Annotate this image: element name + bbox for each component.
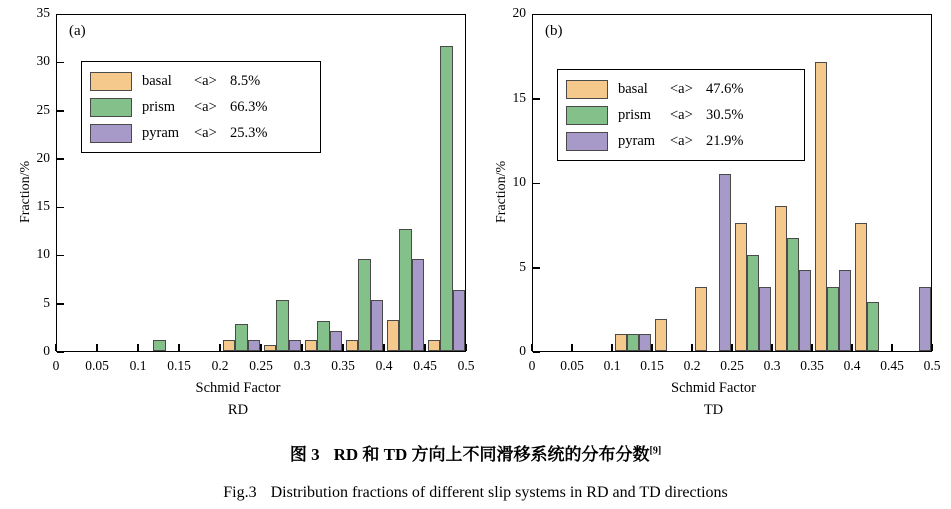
x-tick-mark <box>219 344 221 351</box>
bar-basal <box>428 340 441 351</box>
y-tick-mark <box>57 352 64 354</box>
y-tick-mark <box>57 62 64 64</box>
x-tick-label: 0.05 <box>560 358 584 373</box>
caption-cn-ref: [9] <box>649 445 662 457</box>
y-tick-mark <box>57 158 64 160</box>
bar-basal <box>775 206 787 351</box>
y-tick-label: 0 <box>519 343 526 358</box>
x-tick-label: 0.2 <box>683 358 701 373</box>
figure-caption-cn <box>0 440 951 465</box>
x-tick-mark <box>531 344 533 351</box>
y-tick-label: 10 <box>512 174 526 189</box>
bar-pyram <box>639 334 651 351</box>
x-tick-label: 0.45 <box>413 358 437 373</box>
plot-area-a <box>56 14 466 352</box>
bar-prism <box>276 300 289 351</box>
y-tick-mark <box>57 303 64 305</box>
x-tick-mark <box>851 344 853 351</box>
legend-symbol-prism-b: <a> <box>670 106 693 123</box>
x-tick-mark <box>424 344 426 351</box>
legend-symbol-basal-b: <a> <box>670 80 693 97</box>
legend-b <box>557 69 805 161</box>
x-tick-label: 0.35 <box>331 358 355 373</box>
x-tick-mark <box>137 344 139 351</box>
panel-label-a: (a) <box>69 23 86 39</box>
y-tick-label: 25 <box>36 101 50 117</box>
x-tick-mark <box>811 344 813 351</box>
x-tick-mark <box>651 344 653 351</box>
x-tick-label: 0.3 <box>293 358 311 373</box>
x-tick-mark <box>465 344 467 351</box>
y-tick-mark <box>533 183 540 185</box>
y-tick-mark <box>533 352 540 354</box>
legend-symbol-basal-a: <a> <box>194 72 217 89</box>
x-tick-label: 0.4 <box>843 358 861 373</box>
figure-caption-en <box>0 484 951 502</box>
y-tick-mark <box>57 110 64 112</box>
x-tick-label: 0.5 <box>457 358 475 373</box>
bar-pyram <box>453 290 465 351</box>
legend-swatch-basal-b <box>566 80 608 99</box>
bar-pyram <box>759 287 771 351</box>
bar-pyram <box>248 340 261 351</box>
y-tick-label: 20 <box>512 5 526 20</box>
legend-label-prism-b: prism <box>618 106 652 123</box>
y-tick-mark <box>57 207 64 209</box>
x-tick-mark <box>611 344 613 351</box>
x-tick-label: 0.15 <box>640 358 664 373</box>
y-tick-label: 30 <box>36 53 50 69</box>
plot-area-b <box>532 14 932 352</box>
legend-swatch-prism-a <box>90 98 132 117</box>
bar-basal <box>815 62 827 351</box>
bar-prism <box>747 255 759 351</box>
x-tick-label: 0.05 <box>85 358 109 373</box>
legend-value-pyram-a: 25.3% <box>230 124 268 141</box>
legend-symbol-pyram-a: <a> <box>194 124 217 141</box>
x-tick-mark <box>55 344 57 351</box>
y-tick-mark <box>57 255 64 257</box>
bar-pyram <box>289 340 302 351</box>
caption-en-text: Distribution fractions of different slip systems in RD and TD directions <box>270 484 728 501</box>
bar-basal <box>346 340 359 351</box>
y-axis-label-a: Fraction/% <box>18 160 33 223</box>
legend-symbol-prism-a: <a> <box>194 98 217 115</box>
y-tick-label: 5 <box>519 258 526 274</box>
legend-item-basal-a <box>90 68 310 94</box>
legend-value-prism-a: 66.3% <box>230 98 268 115</box>
x-tick-label: 0.1 <box>603 358 621 373</box>
x-axis-subtitle-a: RD <box>227 402 249 418</box>
x-tick-mark <box>891 344 893 351</box>
x-tick-mark <box>571 344 573 351</box>
legend-item-pyram-a <box>90 120 310 146</box>
legend-label-pyram-b: pyram <box>618 132 656 149</box>
legend-swatch-pyram-b <box>566 132 608 151</box>
bar-basal <box>387 320 400 351</box>
bar-prism <box>153 340 166 351</box>
bar-pyram <box>919 287 931 351</box>
legend-item-pyram-b <box>566 128 794 154</box>
bar-pyram <box>839 270 851 351</box>
x-tick-mark <box>301 344 303 351</box>
y-tick-label: 15 <box>512 89 526 105</box>
bar-prism <box>399 229 412 351</box>
legend-item-basal-b <box>566 76 794 102</box>
x-tick-label: 0.5 <box>923 358 941 373</box>
x-tick-mark <box>96 344 98 351</box>
panel-label-b: (b) <box>545 23 563 39</box>
bar-prism <box>827 287 839 351</box>
x-tick-mark <box>931 344 933 351</box>
x-axis-title-b: Schmid Factor <box>671 380 756 396</box>
bar-basal <box>305 340 318 351</box>
legend-value-basal-a: 8.5% <box>230 72 261 89</box>
bar-prism <box>787 238 799 351</box>
bar-prism <box>627 334 639 351</box>
x-axis-title-a: Schmid Factor <box>195 380 281 396</box>
x-tick-label: 0.25 <box>249 358 273 373</box>
x-tick-mark <box>178 344 180 351</box>
y-tick-mark <box>533 98 540 100</box>
bar-prism <box>440 46 453 351</box>
legend-value-prism-b: 30.5% <box>706 106 744 123</box>
x-tick-label: 0.2 <box>211 358 229 373</box>
x-tick-mark <box>383 344 385 351</box>
x-tick-label: 0.1 <box>129 358 147 373</box>
legend-swatch-pyram-a <box>90 124 132 143</box>
caption-en-prefix: Fig.3 <box>223 484 257 501</box>
y-tick-label: 15 <box>36 198 50 214</box>
legend-label-prism-a: prism <box>142 98 176 115</box>
x-tick-label: 0 <box>528 358 536 373</box>
x-tick-mark <box>342 344 344 351</box>
bar-prism <box>317 321 330 351</box>
y-tick-mark <box>533 267 540 269</box>
bar-pyram <box>719 174 731 351</box>
x-tick-mark <box>731 344 733 351</box>
legend-item-prism-b <box>566 102 794 128</box>
bar-pyram <box>371 300 384 351</box>
bar-basal <box>223 340 236 351</box>
bar-basal <box>695 287 707 351</box>
legend-item-prism-a <box>90 94 310 120</box>
legend-value-pyram-b: 21.9% <box>706 132 744 149</box>
x-tick-label: 0.45 <box>880 358 904 373</box>
bar-prism <box>867 302 879 351</box>
bar-pyram <box>799 270 811 351</box>
legend-symbol-pyram-b: <a> <box>670 132 693 149</box>
legend-swatch-prism-b <box>566 106 608 125</box>
bars-layer-b <box>533 15 931 351</box>
x-tick-label: 0 <box>52 358 60 373</box>
bar-prism <box>358 259 371 351</box>
y-tick-mark <box>533 14 540 16</box>
x-tick-mark <box>260 344 262 351</box>
y-tick-label: 10 <box>36 246 50 262</box>
legend-label-basal-a: basal <box>142 72 172 89</box>
y-tick-mark <box>57 14 64 16</box>
legend-label-pyram-a: pyram <box>142 124 180 141</box>
bar-pyram <box>330 331 343 351</box>
x-tick-mark <box>691 344 693 351</box>
bar-pyram <box>412 259 425 351</box>
x-tick-label: 0.35 <box>800 358 824 373</box>
bar-basal <box>264 345 277 351</box>
y-tick-label: 0 <box>43 343 50 358</box>
bar-basal <box>615 334 627 351</box>
x-tick-label: 0.15 <box>167 358 191 373</box>
y-tick-label: 35 <box>36 5 50 20</box>
legend-value-basal-b: 47.6% <box>706 80 744 97</box>
x-tick-mark <box>771 344 773 351</box>
caption-cn-text: RD 和 TD 方向上不同滑移系统的分布分数 <box>333 445 650 464</box>
x-tick-label: 0.3 <box>763 358 781 373</box>
caption-cn-prefix: 图 3 <box>289 445 320 464</box>
x-axis-subtitle-b: TD <box>703 402 724 418</box>
x-tick-label: 0.4 <box>375 358 393 373</box>
legend-swatch-basal-a <box>90 72 132 91</box>
bar-basal <box>655 319 667 351</box>
y-tick-label: 5 <box>43 294 50 310</box>
bar-basal <box>855 223 867 351</box>
y-tick-label: 20 <box>36 149 50 165</box>
y-axis-label-b: Fraction/% <box>494 160 509 223</box>
bar-basal <box>735 223 747 351</box>
x-tick-label: 0.25 <box>720 358 744 373</box>
legend-label-basal-b: basal <box>618 80 648 97</box>
bar-prism <box>235 324 248 351</box>
legend-a <box>81 61 321 153</box>
